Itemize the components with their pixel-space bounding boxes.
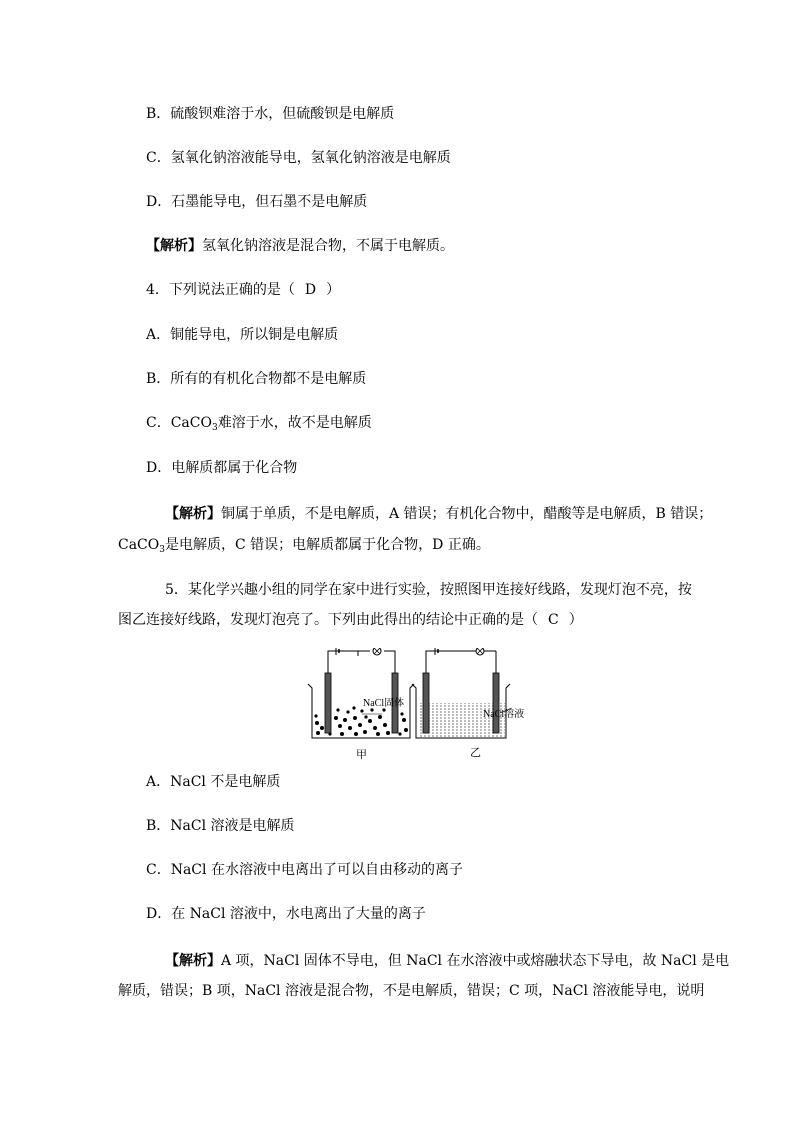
apparatus-left	[308, 648, 414, 738]
beaker-diagram	[300, 648, 525, 760]
analysis-tag: 【解析】	[165, 953, 221, 969]
q4-option-c	[146, 414, 372, 432]
label-nacl-solid: NaCl固体	[363, 698, 405, 709]
q4-analysis-line1	[165, 505, 712, 523]
q5-stem-line2-suffix: ）	[568, 612, 583, 628]
q4-answer: D	[304, 282, 317, 298]
q5-stem-line1: 5．某化学兴趣小组的同学在家中进行实验，按照图甲连接好线路，发现灯泡不亮，按	[165, 582, 692, 598]
q5-analysis-line1	[165, 952, 729, 970]
analysis-tag: 【解析】	[165, 506, 221, 522]
q4-option-c-prefix: C．CaCO	[146, 415, 212, 431]
q5-option-c: C．NaCl 在水溶液中电离出了可以自由移动的离子	[146, 862, 463, 878]
label-nacl-solution: NaCl溶液	[483, 709, 525, 720]
apparatus-right	[412, 648, 512, 738]
q5-option-b: B．NaCl 溶液是电解质	[146, 818, 295, 834]
analysis-text: 氢氧化钠溶液是混合物，不属于电解质。	[202, 238, 454, 254]
q4-option-c-suffix: 难溶于水，故不是电解质	[217, 415, 372, 431]
q4-option-b: B．所有的有机化合物都不是电解质	[146, 371, 367, 387]
electrode	[423, 673, 429, 733]
q5-option-d: D．在 NaCl 溶液中，水电离出了大量的离子	[146, 906, 426, 922]
q4-option-c-subscript: 3	[211, 423, 218, 433]
q3-analysis	[146, 237, 454, 255]
q3-option-d: D．石墨能导电，但石墨不是电解质	[146, 194, 368, 210]
q3-option-c: C．氢氧化钠溶液能导电，氢氧化钠溶液是电解质	[146, 150, 451, 166]
q5-option-a: A．NaCl 不是电解质	[146, 774, 281, 790]
caption-yi: 乙	[470, 747, 481, 759]
q4-analysis-line2	[118, 536, 490, 554]
q4-stem-prefix: 4．下列说法正确的是（	[146, 282, 295, 298]
q5-analysis-line2: 解质，错误；B 项，NaCl 溶液是混合物，不是电解质，错误；C 项，NaCl 溶液能导电，说明	[118, 983, 705, 999]
caption-jia: 甲	[356, 749, 367, 760]
analysis-text: A 项，NaCl 固体不导电，但 NaCl 在水溶液中或熔融状态下导电，故 NaCl 是电	[221, 953, 730, 969]
analysis-line2-suffix: 是电解质，C 错误；电解质都属于化合物，D 正确。	[164, 537, 490, 553]
electrode	[493, 673, 499, 733]
q5-answer: C	[548, 612, 559, 628]
q5-stem-line2	[118, 611, 583, 629]
q4-option-a: A．铜能导电，所以铜是电解质	[146, 327, 339, 343]
analysis-text: 铜属于单质，不是电解质，A 错误；有机化合物中，醋酸等是电解质，B 错误；	[221, 506, 713, 522]
analysis-tag: 【解析】	[146, 238, 202, 254]
q4-stem-suffix: ）	[326, 282, 341, 298]
electrolysis-figure	[300, 648, 525, 760]
analysis-line2-prefix: CaCO	[118, 537, 160, 553]
analysis-line2-subscript: 3	[159, 545, 165, 555]
electrode	[325, 673, 331, 733]
q4-stem	[146, 281, 340, 299]
q5-stem-line2-prefix: 图乙连接好线路，发现灯泡亮了。下列由此得出的结论中正确的是（	[118, 612, 538, 628]
q3-option-b: B．硫酸钡难溶于水，但硫酸钡是电解质	[146, 106, 395, 122]
q4-option-d: D．电解质都属于化合物	[146, 460, 298, 476]
